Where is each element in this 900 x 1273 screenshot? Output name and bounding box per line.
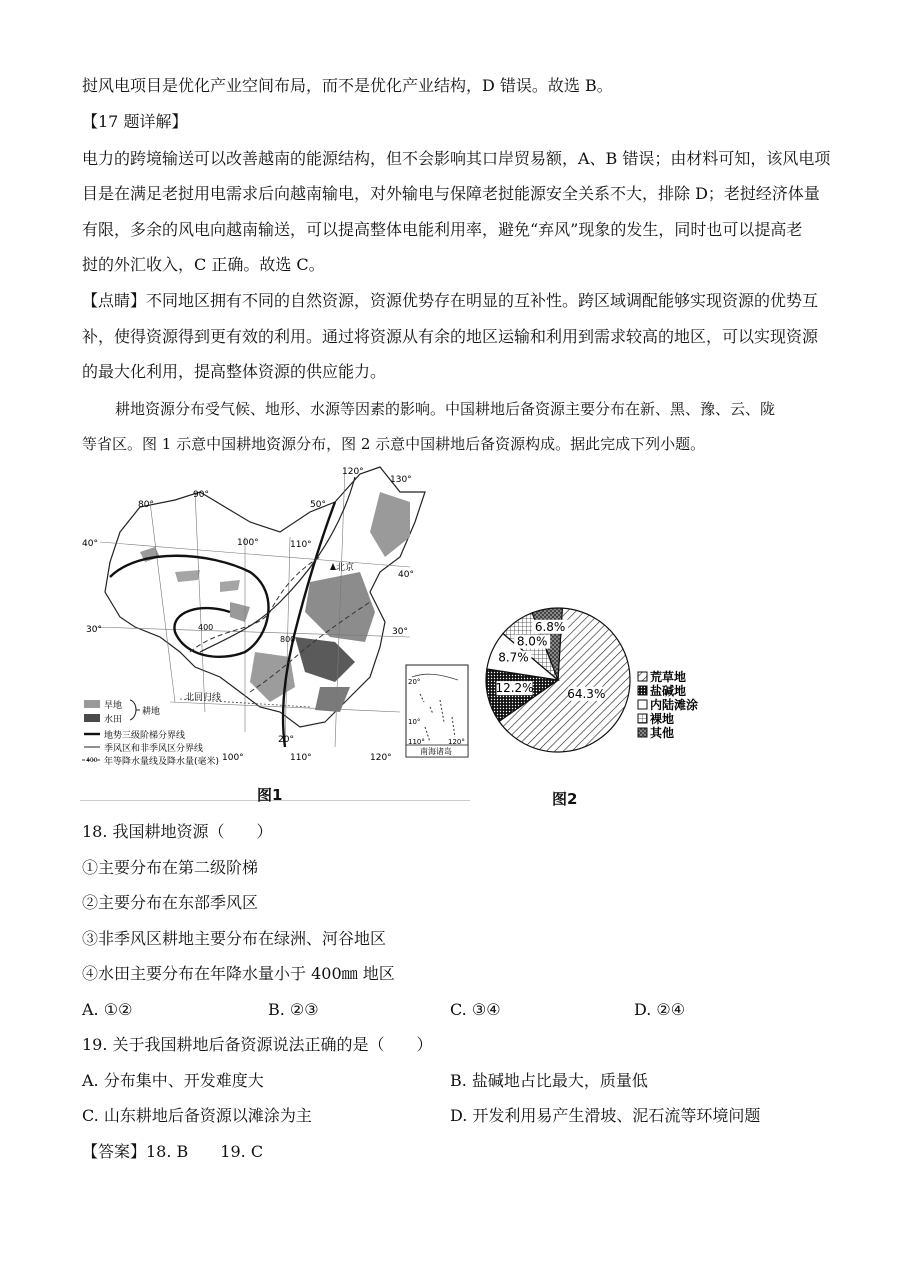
inset-map: [406, 665, 468, 757]
inset-lon: 120°: [448, 738, 465, 746]
place-label: 北回归线: [185, 693, 222, 703]
legend-dry: 旱地: [104, 701, 123, 711]
legend-tier: 地势三级阶梯分界线: [104, 731, 186, 741]
lon-label: 90°: [193, 490, 209, 500]
pie-svg: [478, 590, 718, 770]
q19-option-c[interactable]: C. 山东耕地后备资源以滩涂为主: [82, 1106, 312, 1125]
paragraph-line: 挝风电项目是优化产业空间布局，而不是优化产业结构，D 错误。故选 B。: [82, 76, 613, 95]
q18-option-b[interactable]: B. ②③: [268, 1000, 319, 1019]
pie-value-label: 12.2%: [495, 681, 534, 696]
legend-isoline-value: 400: [86, 757, 98, 764]
legend-isoline: 年等降水量线及降水量(毫米): [104, 757, 220, 767]
q19-option-a[interactable]: A. 分布集中、开发难度大: [82, 1071, 264, 1090]
q18-item: ②主要分布在东部季风区: [82, 893, 259, 912]
legend-label: 其他: [650, 726, 675, 740]
legend-label: 内陆滩涂: [650, 698, 699, 712]
q18-option-d[interactable]: D. ②④: [634, 1000, 686, 1019]
lat-label: 40°: [82, 539, 98, 549]
pie-value-label: 64.3%: [567, 686, 606, 701]
map-svg: [80, 462, 472, 802]
place-label: 北京: [336, 563, 355, 573]
q19-option-d[interactable]: D. 开发利用易产生滑坡、泥石流等环境问题: [450, 1106, 761, 1125]
inset-lat: 10°: [408, 718, 421, 726]
lon-label: 130°: [390, 475, 412, 485]
q18-item: ④水田主要分布在年降水量小于 400㎜ 地区: [82, 964, 395, 983]
paragraph-line: 【点睛】不同地区拥有不同的自然资源，资源优势存在明显的互补性。跨区域调配能够实现资源的优势互: [82, 291, 819, 310]
lat-label: 40°: [398, 570, 414, 580]
inset-lat: 20°: [408, 678, 421, 686]
legend-paddy: 水田: [104, 715, 123, 725]
legend-swatch: [638, 728, 647, 737]
legend-monsoon: 季风区和非季风区分界线: [104, 744, 204, 754]
legend-swatch: [638, 714, 647, 723]
figure-1-map: [80, 462, 472, 802]
q18-option-a[interactable]: A. ①②: [82, 1000, 133, 1019]
paragraph-line: 目是在满足老挝用电需求后向越南输电，对外输电与保障老挝能源安全关系不大，排除 D；老挝经济体量: [82, 184, 820, 203]
lat-label: 20°: [278, 735, 294, 745]
answer-line: 【答案】18. B 19. C: [82, 1142, 264, 1161]
isoline-label: 400: [198, 623, 214, 632]
legend-swatch: [638, 700, 647, 709]
lon-label: 120°: [370, 753, 392, 763]
q18-item: ③非季风区耕地主要分布在绿洲、河谷地区: [82, 929, 387, 948]
legend-label: 盐碱地: [650, 684, 687, 698]
legend-swatch: [638, 686, 647, 695]
isoline-label: 800: [280, 635, 296, 644]
lat-label: 50°: [310, 500, 326, 510]
intro-line: 耕地资源分布受气候、地形、水源等因素的影响。中国耕地后备资源主要分布在新、黑、豫、云、陇: [115, 400, 776, 418]
lon-label: 110°: [290, 540, 312, 550]
q19-option-b[interactable]: B. 盐碱地占比最大，质量低: [450, 1071, 648, 1090]
figure-2-caption: 图2: [552, 790, 578, 808]
legend-farmland: 耕地: [142, 707, 161, 717]
section-heading: 【17 题详解】: [82, 112, 188, 131]
lon-label: 110°: [290, 753, 312, 763]
legend-label: 荒草地: [650, 670, 687, 684]
paragraph-line: 补，使得资源得到更有效的利用。通过将资源从有余的地区运输和利用到需求较高的地区，可以实现资源: [82, 327, 819, 346]
pie-value-label: 6.8%: [534, 619, 566, 634]
q18-option-c[interactable]: C. ③④: [450, 1000, 501, 1019]
lat-label: 30°: [86, 625, 102, 635]
figure-2-pie: [478, 590, 718, 770]
lon-label: 120°: [342, 467, 364, 477]
q18-item: ①主要分布在第二级阶梯: [82, 858, 259, 877]
paragraph-line: 的最大化利用，提高整体资源的供应能力。: [82, 362, 387, 381]
paragraph-line: 挝的外汇收入，C 正确。故选 C。: [82, 255, 325, 274]
paragraph-line: 有限，多余的风电向越南输送，可以提高整体电能利用率，避免“弃风”现象的发生，同时也可以提高老: [82, 220, 803, 239]
intro-line: 等省区。图 1 示意中国耕地资源分布，图 2 示意中国耕地后备资源构成。据此完成下列小题。: [82, 435, 706, 453]
pie-value-label: 8.0%: [516, 634, 548, 649]
q19-stem: 19. 关于我国耕地后备资源说法正确的是（ ）: [82, 1035, 433, 1054]
lon-label: 100°: [237, 538, 259, 548]
figure-1-caption: 图1: [257, 786, 283, 804]
lon-label: 100°: [222, 753, 244, 763]
legend-label: 裸地: [650, 712, 675, 726]
lon-label: 80°: [138, 500, 154, 510]
q18-stem: 18. 我国耕地资源（ ）: [82, 822, 273, 841]
paragraph-line: 电力的跨境输送可以改善越南的能源结构，但不会影响其口岸贸易额，A、B 错误；由材料可知，该风电项: [82, 149, 831, 168]
lat-label: 30°: [392, 627, 408, 637]
inset-lon: 110°: [408, 738, 425, 746]
pie-value-label: 8.7%: [498, 650, 529, 665]
inset-label: 南海诸岛: [420, 747, 452, 756]
legend-swatch: [638, 672, 647, 681]
